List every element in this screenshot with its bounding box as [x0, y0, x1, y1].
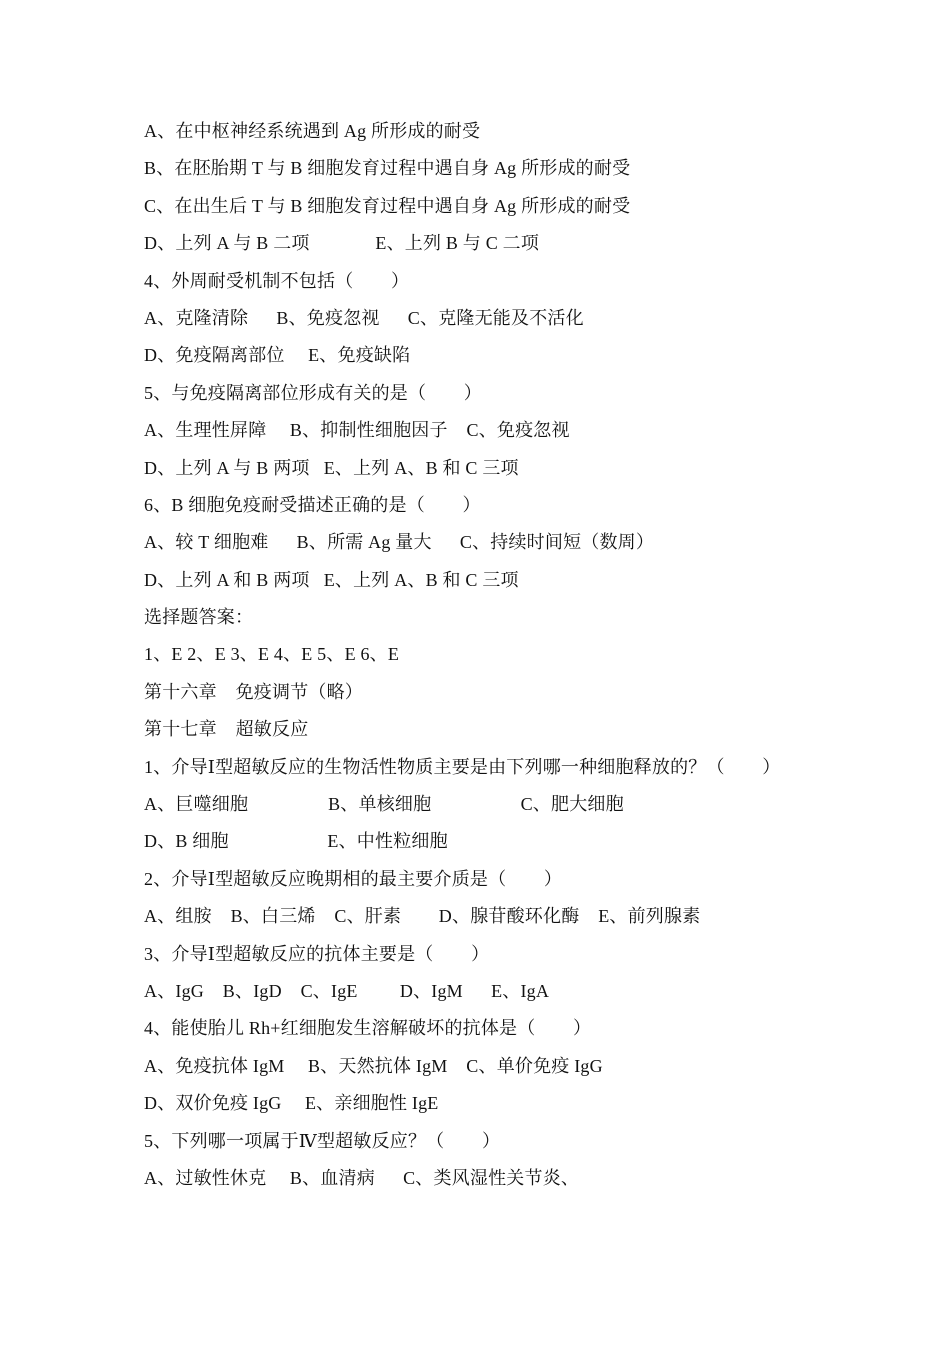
text-line: A、较 T 细胞难 B、所需 Ag 量大 C、持续时间短（数周） [144, 532, 655, 553]
text-line: A、IgG B、IgD C、IgE D、IgM E、IgA [144, 980, 550, 1001]
text-line: D、上列 A 与 B 二项 E、上列 B 与 C 二项 [144, 233, 540, 254]
text-line: A、生理性屏障 B、抑制性细胞因子 C、免疫忽视 [144, 420, 570, 441]
text-line: A、组胺 B、白三烯 C、肝素 D、腺苷酸环化酶 E、前列腺素 [144, 906, 701, 927]
question-line: 5、下列哪一项属于Ⅳ型超敏反应？（ ） [144, 1130, 501, 1151]
question-line: 4、能使胎儿 Rh+红细胞发生溶解破坏的抗体是（ ） [144, 1018, 592, 1039]
text-line: A、在中枢神经系统遇到 Ag 所形成的耐受 [144, 121, 481, 141]
text-line: D、B 细胞 E、中性粒细胞 [144, 831, 448, 852]
text-line: D、上列 A 与 B 两项 E、上列 A、B 和 C 三项 [144, 457, 519, 478]
chapter-heading: 第十七章 超敏反应 [144, 719, 309, 740]
text-line: B、在胚胎期 T 与 B 细胞发育过程中遇自身 Ag 所形成的耐受 [144, 158, 631, 179]
answer-heading: 选择题答案： [144, 607, 254, 628]
question-line: 6、B 细胞免疫耐受描述正确的是（ ） [144, 494, 481, 515]
question-line: 5、与免疫隔离部位形成有关的是（ ） [144, 382, 482, 403]
chapter-heading: 第十六章 免疫调节（略） [144, 681, 363, 702]
text-line: A、巨噬细胞 B、单核细胞 C、肥大细胞 [144, 794, 624, 815]
question-line: 3、介导Ⅰ型超敏反应的抗体主要是（ ） [144, 943, 490, 964]
text-line: D、免疫隔离部位 E、免疫缺陷 [144, 345, 411, 366]
text-line: A、过敏性休克 B、血清病 C、类风湿性关节炎、 [144, 1167, 580, 1188]
document-body [144, 113, 924, 1197]
text-line: D、双价免疫 IgG E、亲细胞性 IgE [144, 1093, 439, 1114]
text-line: A、免疫抗体 IgM B、天然抗体 IgM C、单价免疫 IgG [144, 1055, 603, 1076]
text-line: C、在出生后 T 与 B 细胞发育过程中遇自身 Ag 所形成的耐受 [144, 195, 631, 216]
text-line: A、克隆清除 B、免疫忽视 C、克隆无能及不活化 [144, 307, 584, 328]
answer-line: 1、E 2、E 3、E 4、E 5、E 6、E [144, 644, 400, 665]
question-line: 1、介导Ⅰ型超敏反应的生物活性物质主要是由下列哪一种细胞释放的？（ ） [144, 756, 781, 777]
question-line: 2、介导Ⅰ型超敏反应晚期相的最主要介质是（ ） [144, 868, 563, 889]
text-line: D、上列 A 和 B 两项 E、上列 A、B 和 C 三项 [144, 569, 519, 590]
question-line: 4、外周耐受机制不包括（ ） [144, 270, 410, 291]
